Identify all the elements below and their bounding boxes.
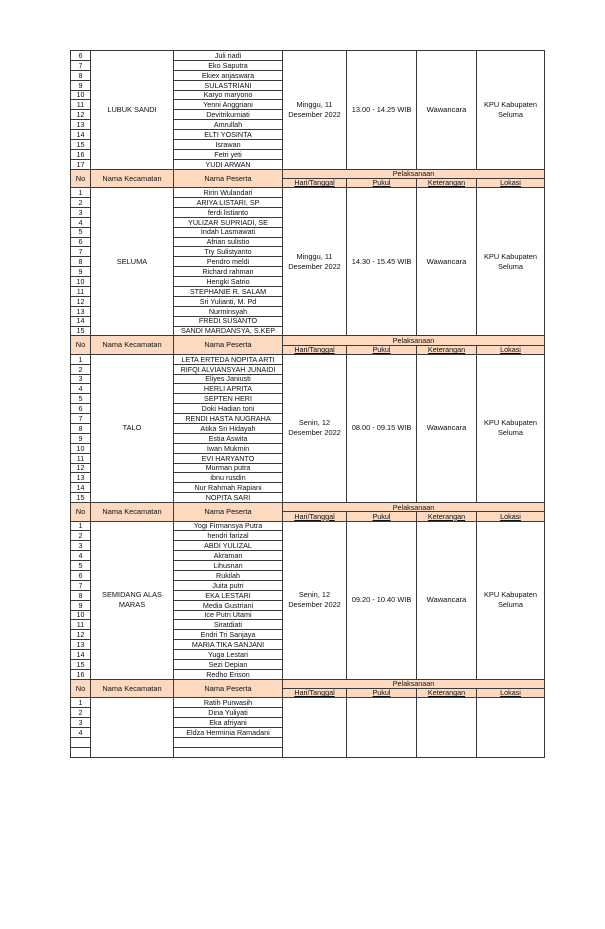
participant-name: Nur Rahmah Rapiani [174, 483, 283, 493]
session-date: Senin, 12 Desember 2022 [283, 354, 347, 502]
participant-name: ibnu rusdin [174, 473, 283, 483]
row-number: 2 [71, 197, 91, 207]
participant-name: MARIA TIKA SANJANI [174, 640, 283, 650]
session-time: 14.30 - 15.45 WIB [347, 188, 417, 336]
participant-name: RENDI HASTA NUGRAHA [174, 414, 283, 424]
participant-name: Redho Erison [174, 669, 283, 679]
schedule-table [70, 50, 545, 758]
row-number: 13 [71, 120, 91, 130]
row-number: 8 [71, 424, 91, 434]
row-number: 14 [71, 483, 91, 493]
header-hari-tanggal: Hari/Tanggal [283, 688, 347, 697]
kecamatan-name: TALO [91, 354, 174, 502]
session-location: KPU Kabupaten Seluma [477, 354, 545, 502]
header-pelaksanaan: Pelaksanaan [283, 503, 545, 512]
empty-cell [71, 737, 91, 747]
participant-name: Fetri yeti [174, 149, 283, 159]
header-row [71, 679, 545, 688]
row-number: 9 [71, 600, 91, 610]
header-pukul: Pukul [347, 178, 417, 187]
header-pelaksanaan: Pelaksanaan [283, 679, 545, 688]
row-number: 11 [71, 620, 91, 630]
header-lokasi: Lokasi [477, 512, 545, 521]
row-number: 17 [71, 159, 91, 169]
header-lokasi: Lokasi [477, 345, 545, 354]
row-number: 2 [71, 531, 91, 541]
participant-name: STEPHANIE R. SALAM [174, 286, 283, 296]
row-number: 14 [71, 130, 91, 140]
row-number: 3 [71, 207, 91, 217]
header-row [71, 169, 545, 178]
row-number: 8 [71, 590, 91, 600]
participant-name: Karyo maryono [174, 90, 283, 100]
row-number: 10 [71, 443, 91, 453]
row-number: 6 [71, 51, 91, 61]
row-number: 10 [71, 610, 91, 620]
participant-name: Media Gustriani [174, 600, 283, 610]
header-lokasi: Lokasi [477, 688, 545, 697]
row-number: 2 [71, 708, 91, 718]
session-type: Wawancara [417, 354, 477, 502]
header-keterangan: Keterangan [417, 345, 477, 354]
header-nama-kecamatan: Nama Kecamatan [91, 336, 174, 354]
row-number: 12 [71, 110, 91, 120]
participant-name: Iwan Mukmin [174, 443, 283, 453]
row-number: 4 [71, 217, 91, 227]
row-number: 15 [71, 660, 91, 670]
header-nama-peserta: Nama Peserta [174, 679, 283, 697]
header-hari-tanggal: Hari/Tanggal [283, 178, 347, 187]
row-number: 11 [71, 453, 91, 463]
kecamatan-name [91, 698, 174, 757]
participant-name: FREDI SUSANTO [174, 316, 283, 326]
participant-name: Akraman [174, 551, 283, 561]
participant-name: Devitrikurniati [174, 110, 283, 120]
session-date: Minggu, 11 Desember 2022 [283, 51, 347, 170]
row-number: 15 [71, 493, 91, 503]
participant-name: Yogi Firmansya Putra [174, 521, 283, 531]
header-hari-tanggal: Hari/Tanggal [283, 345, 347, 354]
participant-name: Eldza Herminia Ramadani [174, 727, 283, 737]
participant-name: hendri farizal [174, 531, 283, 541]
participant-name: Endri Tri Sanjaya [174, 630, 283, 640]
row-number: 4 [71, 551, 91, 561]
header-no: No [71, 169, 91, 187]
header-keterangan: Keterangan [417, 178, 477, 187]
row-number: 7 [71, 247, 91, 257]
participant-name: Eliyes Janiusti [174, 374, 283, 384]
session-type: Wawancara [417, 521, 477, 679]
session-type: Wawancara [417, 188, 477, 336]
header-pelaksanaan: Pelaksanaan [283, 336, 545, 345]
empty-cell [71, 747, 91, 757]
participant-name: Estia Aswita [174, 433, 283, 443]
row-number: 3 [71, 374, 91, 384]
session-location [477, 698, 545, 757]
row-number: 12 [71, 630, 91, 640]
row-number: 6 [71, 237, 91, 247]
participant-name: Ratih Purwasih [174, 698, 283, 708]
header-no: No [71, 679, 91, 697]
row-number: 6 [71, 570, 91, 580]
session-type [417, 698, 477, 757]
participant-name: Afrian sulistio [174, 237, 283, 247]
participant-name: Hengki Satrio [174, 277, 283, 287]
empty-cell [174, 747, 283, 757]
row-number: 11 [71, 100, 91, 110]
row-number: 12 [71, 296, 91, 306]
participant-name: ARIYA LISTARI, SP [174, 197, 283, 207]
participant-name: ferdi listianto [174, 207, 283, 217]
participant-name: Israwan [174, 140, 283, 150]
row-number: 15 [71, 140, 91, 150]
row-number: 16 [71, 149, 91, 159]
header-nama-peserta: Nama Peserta [174, 169, 283, 187]
row-number: 9 [71, 267, 91, 277]
row-number: 13 [71, 473, 91, 483]
participant-row [71, 188, 545, 198]
participant-name: Eka afriyani [174, 717, 283, 727]
participant-name: Ririn Wulandari [174, 188, 283, 198]
participant-name: Amrullah [174, 120, 283, 130]
participant-name: HERLI APRITA [174, 384, 283, 394]
header-pelaksanaan: Pelaksanaan [283, 169, 545, 178]
session-time: 09.20 - 10.40 WIB [347, 521, 417, 679]
row-number: 9 [71, 433, 91, 443]
participant-name: ABDI YULIZAL [174, 541, 283, 551]
row-number: 5 [71, 227, 91, 237]
participant-name: Dina Yuliyati [174, 708, 283, 718]
row-number: 13 [71, 640, 91, 650]
row-number: 2 [71, 364, 91, 374]
participant-name: Richard rahman [174, 267, 283, 277]
header-nama-kecamatan: Nama Kecamatan [91, 503, 174, 521]
participant-row [71, 354, 545, 364]
schedule-document [70, 50, 544, 758]
header-nama-kecamatan: Nama Kecamatan [91, 169, 174, 187]
row-number: 1 [71, 698, 91, 708]
participant-name: SULASTRIANI [174, 80, 283, 90]
row-number: 7 [71, 60, 91, 70]
row-number: 15 [71, 326, 91, 336]
row-number: 8 [71, 70, 91, 80]
participant-name: SEPTEN HERI [174, 394, 283, 404]
row-number: 7 [71, 414, 91, 424]
row-number: 12 [71, 463, 91, 473]
participant-row [71, 51, 545, 61]
row-number: 4 [71, 727, 91, 737]
participant-name: EKA LESTARI [174, 590, 283, 600]
row-number: 13 [71, 306, 91, 316]
header-nama-kecamatan: Nama Kecamatan [91, 679, 174, 697]
row-number: 7 [71, 580, 91, 590]
header-hari-tanggal: Hari/Tanggal [283, 512, 347, 521]
row-number: 8 [71, 257, 91, 267]
row-number: 3 [71, 541, 91, 551]
row-number: 10 [71, 90, 91, 100]
header-pukul: Pukul [347, 345, 417, 354]
participant-name: Nurminsyah [174, 306, 283, 316]
row-number: 5 [71, 561, 91, 571]
participant-name: SANDI MARDANSYA, S.KEP [174, 326, 283, 336]
session-time: 08.00 - 09.15 WIB [347, 354, 417, 502]
row-number: 1 [71, 354, 91, 364]
participant-name: Juli riadi [174, 51, 283, 61]
header-keterangan: Keterangan [417, 688, 477, 697]
row-number: 1 [71, 188, 91, 198]
participant-name: RIFQI ALVIANSYAH JUNAIDI [174, 364, 283, 374]
row-number: 10 [71, 277, 91, 287]
participant-name: Indah Lasmawati [174, 227, 283, 237]
row-number: 14 [71, 650, 91, 660]
session-date: Minggu, 11 Desember 2022 [283, 188, 347, 336]
header-row [71, 503, 545, 512]
empty-cell [174, 737, 283, 747]
kecamatan-name: LUBUK SANDI [91, 51, 174, 170]
kecamatan-name: SEMIDANG ALAS MARAS [91, 521, 174, 679]
participant-row [71, 521, 545, 531]
participant-name: Try Sulistyanto [174, 247, 283, 257]
participant-name: Eko Saputra [174, 60, 283, 70]
header-no: No [71, 503, 91, 521]
participant-name: NOPITA SARI [174, 493, 283, 503]
session-location: KPU Kabupaten Seluma [477, 188, 545, 336]
participant-name: ELTI YOSINTA [174, 130, 283, 140]
session-time [347, 698, 417, 757]
participant-name: Siratdiati [174, 620, 283, 630]
row-number: 16 [71, 669, 91, 679]
row-number: 9 [71, 80, 91, 90]
row-number: 11 [71, 286, 91, 296]
session-location: KPU Kabupaten Seluma [477, 521, 545, 679]
participant-name: Doki Hadian toni [174, 404, 283, 414]
participant-name: Pendro meldi [174, 257, 283, 267]
session-type: Wawancara [417, 51, 477, 170]
participant-name: Ekiex anjaswara [174, 70, 283, 80]
session-date [283, 698, 347, 757]
participant-row [71, 698, 545, 708]
participant-name: EVI HARYANTO [174, 453, 283, 463]
participant-name: YULIZAR SUPRIADI, SE [174, 217, 283, 227]
header-nama-peserta: Nama Peserta [174, 503, 283, 521]
participant-name: Sezi Depian [174, 660, 283, 670]
header-lokasi: Lokasi [477, 178, 545, 187]
participant-name: Yenni Anggriani [174, 100, 283, 110]
header-pukul: Pukul [347, 512, 417, 521]
participant-name: Murman putra [174, 463, 283, 473]
row-number: 3 [71, 717, 91, 727]
header-pukul: Pukul [347, 688, 417, 697]
header-keterangan: Keterangan [417, 512, 477, 521]
participant-name: Sri Yulianti, M. Pd [174, 296, 283, 306]
participant-name: Juita putri [174, 580, 283, 590]
participant-name: LETA ERTEDA NOPITA ARTI [174, 354, 283, 364]
row-number: 6 [71, 404, 91, 414]
session-location: KPU Kabupaten Seluma [477, 51, 545, 170]
row-number: 4 [71, 384, 91, 394]
participant-name: Ice Putri Utami [174, 610, 283, 620]
header-row [71, 336, 545, 345]
participant-name: YUDI ARWAN [174, 159, 283, 169]
participant-name: Yuga Lestari [174, 650, 283, 660]
row-number: 5 [71, 394, 91, 404]
row-number: 1 [71, 521, 91, 531]
participant-name: Lihusnan [174, 561, 283, 571]
header-nama-peserta: Nama Peserta [174, 336, 283, 354]
session-time: 13.00 - 14.25 WIB [347, 51, 417, 170]
session-date: Senin, 12 Desember 2022 [283, 521, 347, 679]
header-no: No [71, 336, 91, 354]
participant-name: Atika Sri Hidayah [174, 424, 283, 434]
row-number: 14 [71, 316, 91, 326]
kecamatan-name: SELUMA [91, 188, 174, 336]
participant-name: Rukilah [174, 570, 283, 580]
